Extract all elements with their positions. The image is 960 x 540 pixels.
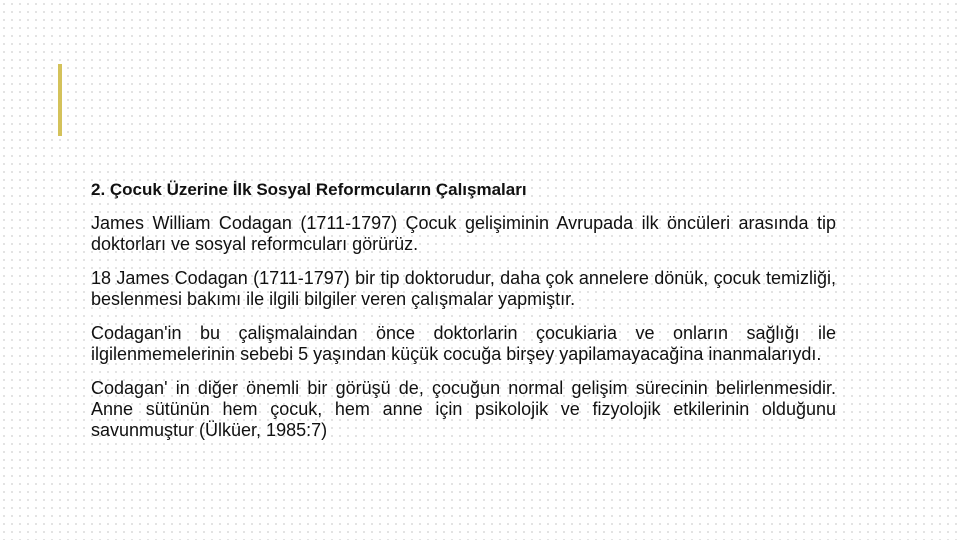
accent-bar: [58, 64, 62, 136]
paragraph-3: Codagan'in bu çalişmalaindan önce doktorlarin çocukiaria ve onların sağlığı ile ilgilenmemelerinin sebebi 5 yaşından küçük cocuğa birşey yapilamayacağina inanmalarıydı.: [91, 323, 836, 364]
slide-content: [91, 180, 836, 454]
paragraph-4: Codagan' in diğer önemli bir görüşü de, çocuğun normal gelişim sürecinin belirlenmesidir. Anne sütünün hem çocuk, hem anne için psikolojik ve fizyolojik etkilerinin olduğunu savunmuştur (Ülküer, 1985:7): [91, 378, 836, 440]
paragraph-2: 18 James Codagan (1711-1797) bir tip doktorudur, daha çok annelere dönük, çocuk temizliği, beslenmesi bakımı ile ilgili bilgiler veren çalışmalar yapmiştır.: [91, 268, 836, 309]
slide-heading: 2. Çocuk Üzerine İlk Sosyal Reformcuların Çalışmaları: [91, 180, 527, 199]
paragraph-1: James William Codagan (1711-1797) Çocuk gelişiminin Avrupada ilk öncüleri arasında tip doktorları ve sosyal reformcuları görürüz.: [91, 213, 836, 254]
